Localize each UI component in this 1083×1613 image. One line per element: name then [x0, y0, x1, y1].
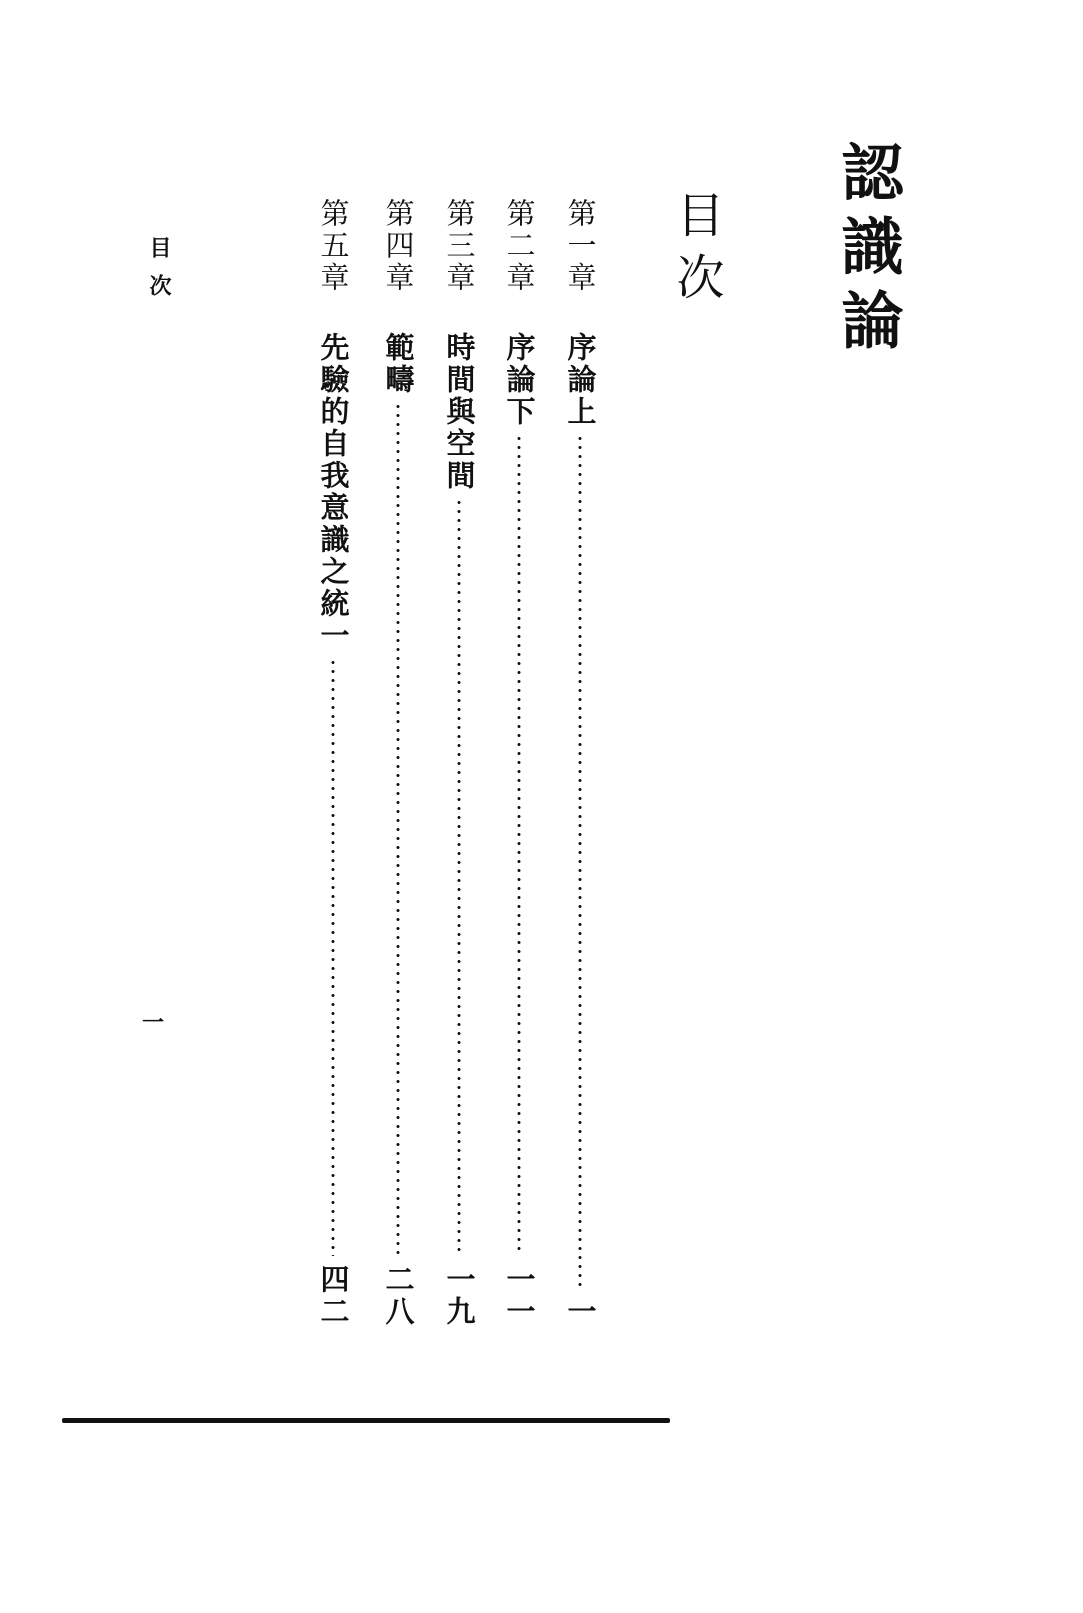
dot-leader	[331, 658, 335, 1256]
chapter-number: 第二章	[502, 198, 537, 294]
toc-heading: 目次	[668, 190, 724, 314]
page-number: 一九	[442, 1264, 477, 1328]
chapter-title: 先驗的自我意識之統一	[316, 332, 351, 652]
chapter-number: 第四章	[381, 198, 416, 294]
chapter-title: 時間與空間	[442, 332, 477, 492]
toc-entry-1	[562, 198, 598, 1328]
folio: 一	[142, 1010, 165, 1036]
page-number: 一	[563, 1296, 598, 1328]
dot-leader	[517, 434, 521, 1256]
dot-leader	[457, 498, 461, 1256]
chapter-number: 第三章	[442, 198, 477, 294]
toc-entry-4	[380, 198, 416, 1328]
chapter-title: 序論上	[563, 332, 598, 428]
book-title: 認識論	[831, 140, 904, 362]
dot-leader	[396, 402, 400, 1256]
dot-leader	[578, 434, 582, 1288]
chapter-number: 第一章	[563, 198, 598, 294]
chapter-number: 第五章	[316, 198, 351, 294]
page-number: 二八	[381, 1264, 416, 1328]
bottom-rule	[62, 1418, 670, 1423]
toc-entry-3	[441, 198, 477, 1328]
chapter-title: 範疇	[381, 332, 416, 396]
page-number: 一一	[502, 1264, 537, 1328]
toc-entry-5	[315, 198, 351, 1328]
chapter-title: 序論下	[502, 332, 537, 428]
toc-entry-2	[501, 198, 537, 1328]
page-number: 四二	[316, 1264, 351, 1328]
running-head: 目次	[146, 236, 172, 312]
